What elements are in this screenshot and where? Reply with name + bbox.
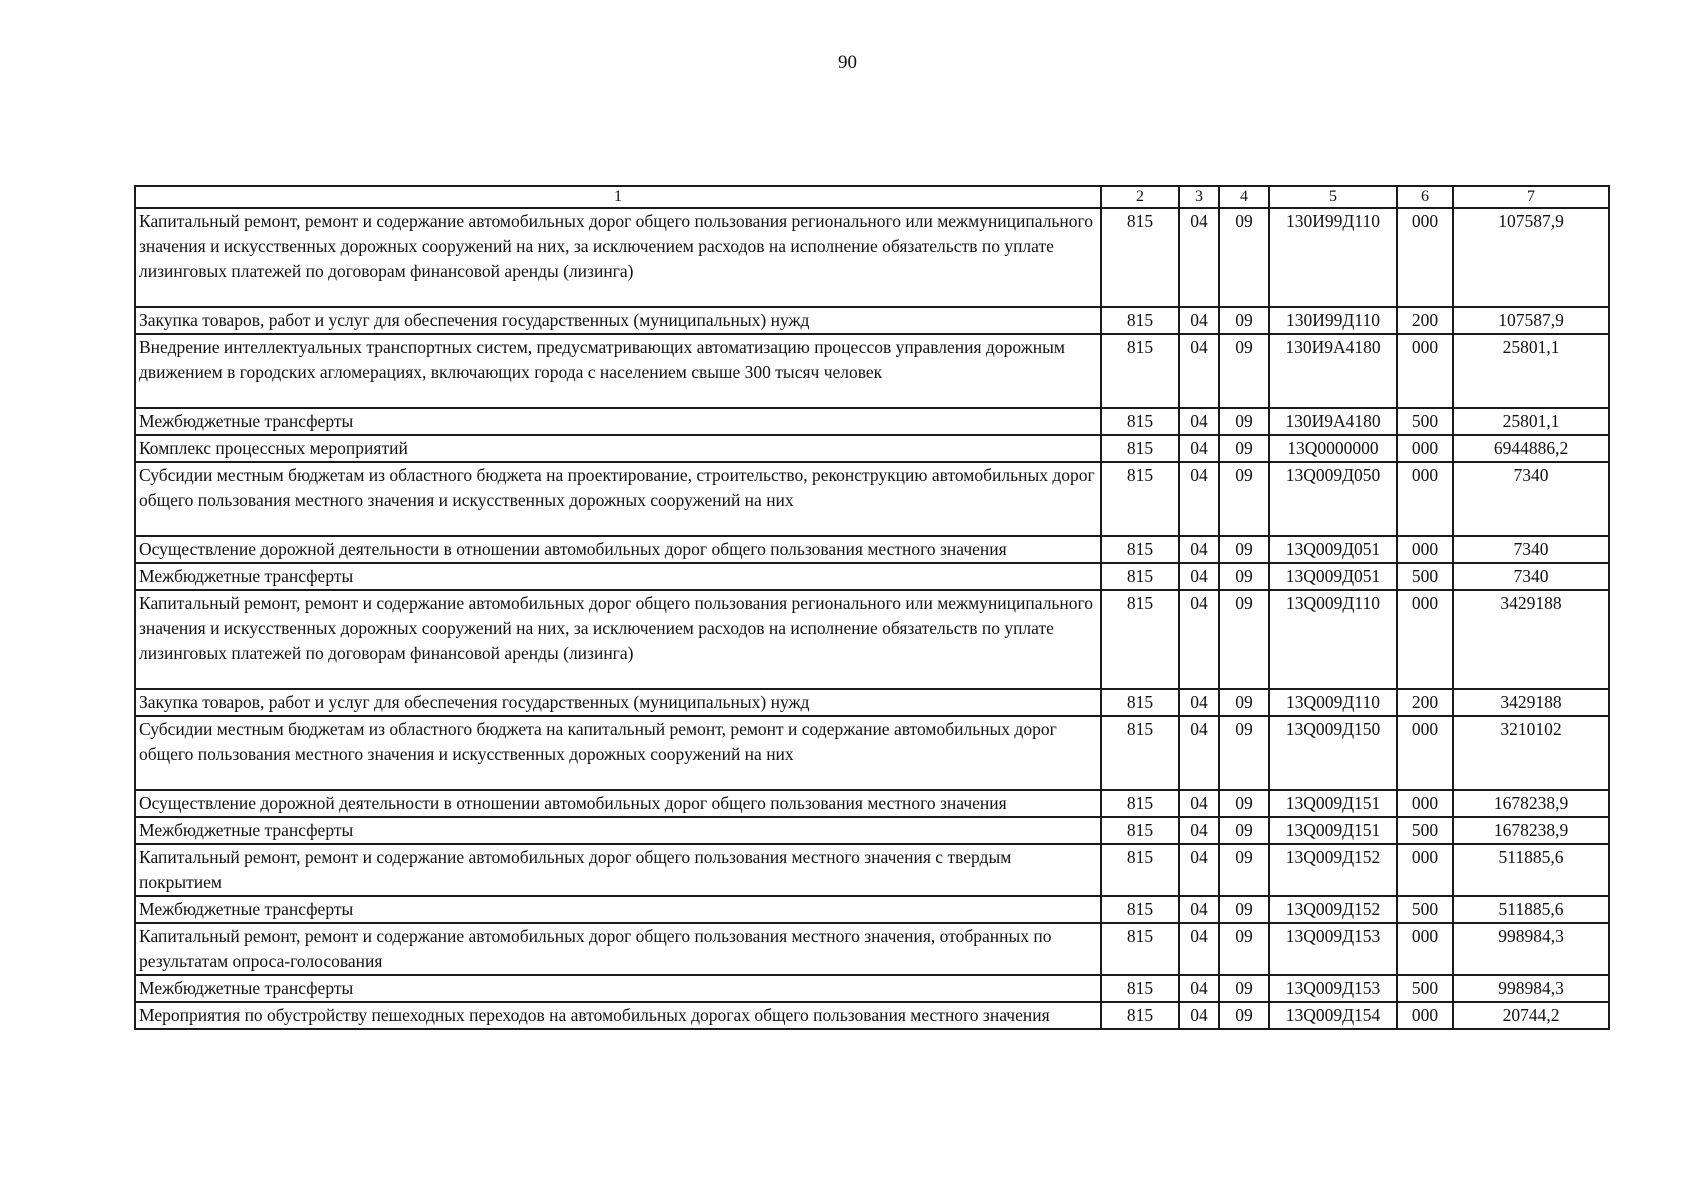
row-pr: 09 bbox=[1219, 896, 1269, 923]
page-number: 90 bbox=[838, 52, 857, 73]
table-row bbox=[135, 817, 1609, 844]
row-csr: 130И9А4180 bbox=[1269, 408, 1397, 435]
row-vr: 000 bbox=[1397, 790, 1453, 817]
row-ved: 815 bbox=[1101, 923, 1179, 975]
row-csr: 13Q009Д050 bbox=[1269, 462, 1397, 536]
row-vr: 000 bbox=[1397, 716, 1453, 790]
header-row bbox=[135, 186, 1609, 208]
row-name: Межбюджетные трансферты bbox=[135, 408, 1101, 435]
row-amount: 6944886,2 bbox=[1453, 435, 1609, 462]
row-amount: 3210102 bbox=[1453, 716, 1609, 790]
row-csr: 13Q009Д110 bbox=[1269, 590, 1397, 689]
table-row bbox=[135, 435, 1609, 462]
row-pr: 09 bbox=[1219, 689, 1269, 716]
row-name: Капитальный ремонт, ремонт и содержание автомобильных дорог общего пользования местного значения, отобранных по результатам опроса-голосования bbox=[135, 923, 1101, 975]
row-amount: 107587,9 bbox=[1453, 307, 1609, 334]
row-vr: 500 bbox=[1397, 408, 1453, 435]
row-rz: 04 bbox=[1179, 462, 1219, 536]
row-ved: 815 bbox=[1101, 896, 1179, 923]
table-row bbox=[135, 923, 1609, 975]
table-row bbox=[135, 334, 1609, 408]
row-ved: 815 bbox=[1101, 975, 1179, 1002]
row-vr: 500 bbox=[1397, 896, 1453, 923]
row-amount: 20744,2 bbox=[1453, 1002, 1609, 1029]
table-row bbox=[135, 208, 1609, 307]
row-amount: 3429188 bbox=[1453, 590, 1609, 689]
row-rz: 04 bbox=[1179, 208, 1219, 307]
header-cell: 4 bbox=[1219, 186, 1269, 208]
row-name: Осуществление дорожной деятельности в отношении автомобильных дорог общего пользования местного значения bbox=[135, 790, 1101, 817]
row-pr: 09 bbox=[1219, 590, 1269, 689]
row-amount: 3429188 bbox=[1453, 689, 1609, 716]
row-amount: 7340 bbox=[1453, 563, 1609, 590]
row-rz: 04 bbox=[1179, 689, 1219, 716]
row-ved: 815 bbox=[1101, 716, 1179, 790]
row-vr: 000 bbox=[1397, 435, 1453, 462]
row-vr: 500 bbox=[1397, 975, 1453, 1002]
row-vr: 200 bbox=[1397, 307, 1453, 334]
row-csr: 13Q009Д153 bbox=[1269, 923, 1397, 975]
row-rz: 04 bbox=[1179, 975, 1219, 1002]
row-pr: 09 bbox=[1219, 923, 1269, 975]
row-ved: 815 bbox=[1101, 435, 1179, 462]
row-amount: 1678238,9 bbox=[1453, 817, 1609, 844]
table-row bbox=[135, 844, 1609, 896]
row-csr: 13Q009Д151 bbox=[1269, 790, 1397, 817]
row-rz: 04 bbox=[1179, 590, 1219, 689]
row-csr: 13Q009Д110 bbox=[1269, 689, 1397, 716]
row-ved: 815 bbox=[1101, 208, 1179, 307]
row-pr: 09 bbox=[1219, 334, 1269, 408]
row-csr: 13Q009Д153 bbox=[1269, 975, 1397, 1002]
table-row bbox=[135, 307, 1609, 334]
table-row bbox=[135, 462, 1609, 536]
table-row bbox=[135, 590, 1609, 689]
row-csr: 13Q009Д152 bbox=[1269, 896, 1397, 923]
row-rz: 04 bbox=[1179, 563, 1219, 590]
row-csr: 130И9А4180 bbox=[1269, 334, 1397, 408]
header-cell: 7 bbox=[1453, 186, 1609, 208]
row-name: Межбюджетные трансферты bbox=[135, 563, 1101, 590]
row-name: Комплекс процессных мероприятий bbox=[135, 435, 1101, 462]
row-csr: 13Q009Д151 bbox=[1269, 817, 1397, 844]
row-pr: 09 bbox=[1219, 975, 1269, 1002]
header-cell: 2 bbox=[1101, 186, 1179, 208]
row-name: Субсидии местным бюджетам из областного бюджета на капитальный ремонт, ремонт и содержание автомобильных дорог общего пользования местного значения и искусственных дорожных сооружений на них bbox=[135, 716, 1101, 790]
row-rz: 04 bbox=[1179, 923, 1219, 975]
row-pr: 09 bbox=[1219, 307, 1269, 334]
row-csr: 13Q0000000 bbox=[1269, 435, 1397, 462]
row-ved: 815 bbox=[1101, 1002, 1179, 1029]
table-row bbox=[135, 689, 1609, 716]
row-pr: 09 bbox=[1219, 435, 1269, 462]
row-csr: 130И99Д110 bbox=[1269, 208, 1397, 307]
row-pr: 09 bbox=[1219, 536, 1269, 563]
row-name: Капитальный ремонт, ремонт и содержание автомобильных дорог общего пользования местного значения с твердым покрытием bbox=[135, 844, 1101, 896]
row-name: Межбюджетные трансферты bbox=[135, 817, 1101, 844]
row-ved: 815 bbox=[1101, 334, 1179, 408]
row-csr: 13Q009Д051 bbox=[1269, 563, 1397, 590]
row-amount: 511885,6 bbox=[1453, 896, 1609, 923]
table-row bbox=[135, 896, 1609, 923]
row-csr: 13Q009Д152 bbox=[1269, 844, 1397, 896]
row-vr: 000 bbox=[1397, 462, 1453, 536]
row-amount: 107587,9 bbox=[1453, 208, 1609, 307]
row-csr: 130И99Д110 bbox=[1269, 307, 1397, 334]
row-csr: 13Q009Д150 bbox=[1269, 716, 1397, 790]
row-amount: 998984,3 bbox=[1453, 923, 1609, 975]
table-row bbox=[135, 408, 1609, 435]
row-pr: 09 bbox=[1219, 844, 1269, 896]
header-cell: 5 bbox=[1269, 186, 1397, 208]
row-amount: 998984,3 bbox=[1453, 975, 1609, 1002]
table-row bbox=[135, 563, 1609, 590]
row-rz: 04 bbox=[1179, 1002, 1219, 1029]
row-ved: 815 bbox=[1101, 844, 1179, 896]
budget-table bbox=[134, 185, 1610, 1030]
row-vr: 200 bbox=[1397, 689, 1453, 716]
row-vr: 000 bbox=[1397, 1002, 1453, 1029]
row-pr: 09 bbox=[1219, 790, 1269, 817]
row-name: Закупка товаров, работ и услуг для обеспечения государственных (муниципальных) нужд bbox=[135, 307, 1101, 334]
table-row bbox=[135, 790, 1609, 817]
row-pr: 09 bbox=[1219, 208, 1269, 307]
table-row bbox=[135, 536, 1609, 563]
row-ved: 815 bbox=[1101, 689, 1179, 716]
row-ved: 815 bbox=[1101, 536, 1179, 563]
row-name: Осуществление дорожной деятельности в отношении автомобильных дорог общего пользования местного значения bbox=[135, 536, 1101, 563]
row-rz: 04 bbox=[1179, 790, 1219, 817]
table-row bbox=[135, 975, 1609, 1002]
table-row bbox=[135, 716, 1609, 790]
row-rz: 04 bbox=[1179, 536, 1219, 563]
row-amount: 25801,1 bbox=[1453, 334, 1609, 408]
row-amount: 25801,1 bbox=[1453, 408, 1609, 435]
row-rz: 04 bbox=[1179, 307, 1219, 334]
row-vr: 000 bbox=[1397, 844, 1453, 896]
row-name: Капитальный ремонт, ремонт и содержание автомобильных дорог общего пользования регионального или межмуниципального значения и искусственных дорожных сооружений на них, за исключением расходов на исполнение обязательств по уплате лизинговых платежей по договорам финансовой аренды (лизинга) bbox=[135, 208, 1101, 307]
row-name: Закупка товаров, работ и услуг для обеспечения государственных (муниципальных) нужд bbox=[135, 689, 1101, 716]
row-ved: 815 bbox=[1101, 790, 1179, 817]
row-pr: 09 bbox=[1219, 716, 1269, 790]
row-name: Межбюджетные трансферты bbox=[135, 896, 1101, 923]
row-name: Мероприятия по обустройству пешеходных переходов на автомобильных дорогах общего пользования местного значения bbox=[135, 1002, 1101, 1029]
row-ved: 815 bbox=[1101, 307, 1179, 334]
row-rz: 04 bbox=[1179, 408, 1219, 435]
row-name: Межбюджетные трансферты bbox=[135, 975, 1101, 1002]
row-rz: 04 bbox=[1179, 844, 1219, 896]
row-vr: 500 bbox=[1397, 563, 1453, 590]
table-row bbox=[135, 1002, 1609, 1029]
row-vr: 500 bbox=[1397, 817, 1453, 844]
header-cell: 6 bbox=[1397, 186, 1453, 208]
row-pr: 09 bbox=[1219, 817, 1269, 844]
row-vr: 000 bbox=[1397, 923, 1453, 975]
row-name: Субсидии местным бюджетам из областного бюджета на проектирование, строительство, реконструкцию автомобильных дорог общего пользования местного значения и искусственных дорожных сооружений на них bbox=[135, 462, 1101, 536]
row-csr: 13Q009Д051 bbox=[1269, 536, 1397, 563]
row-ved: 815 bbox=[1101, 563, 1179, 590]
row-amount: 7340 bbox=[1453, 536, 1609, 563]
row-pr: 09 bbox=[1219, 1002, 1269, 1029]
row-rz: 04 bbox=[1179, 896, 1219, 923]
row-rz: 04 bbox=[1179, 716, 1219, 790]
row-rz: 04 bbox=[1179, 334, 1219, 408]
row-pr: 09 bbox=[1219, 563, 1269, 590]
row-vr: 000 bbox=[1397, 334, 1453, 408]
row-pr: 09 bbox=[1219, 462, 1269, 536]
row-amount: 7340 bbox=[1453, 462, 1609, 536]
row-name: Внедрение интеллектуальных транспортных систем, предусматривающих автоматизацию процессов управления дорожным движением в городских агломерациях, включающих города с населением свыше 300 тысяч человек bbox=[135, 334, 1101, 408]
row-csr: 13Q009Д154 bbox=[1269, 1002, 1397, 1029]
row-vr: 000 bbox=[1397, 208, 1453, 307]
row-ved: 815 bbox=[1101, 590, 1179, 689]
row-amount: 511885,6 bbox=[1453, 844, 1609, 896]
row-vr: 000 bbox=[1397, 536, 1453, 563]
row-amount: 1678238,9 bbox=[1453, 790, 1609, 817]
row-rz: 04 bbox=[1179, 435, 1219, 462]
row-ved: 815 bbox=[1101, 462, 1179, 536]
row-name: Капитальный ремонт, ремонт и содержание автомобильных дорог общего пользования регионального или межмуниципального значения и искусственных дорожных сооружений на них, за исключением расходов на исполнение обязательств по уплате лизинговых платежей по договорам финансовой аренды (лизинга) bbox=[135, 590, 1101, 689]
row-rz: 04 bbox=[1179, 817, 1219, 844]
row-pr: 09 bbox=[1219, 408, 1269, 435]
row-ved: 815 bbox=[1101, 408, 1179, 435]
header-cell: 1 bbox=[135, 186, 1101, 208]
header-cell: 3 bbox=[1179, 186, 1219, 208]
row-vr: 000 bbox=[1397, 590, 1453, 689]
row-ved: 815 bbox=[1101, 817, 1179, 844]
